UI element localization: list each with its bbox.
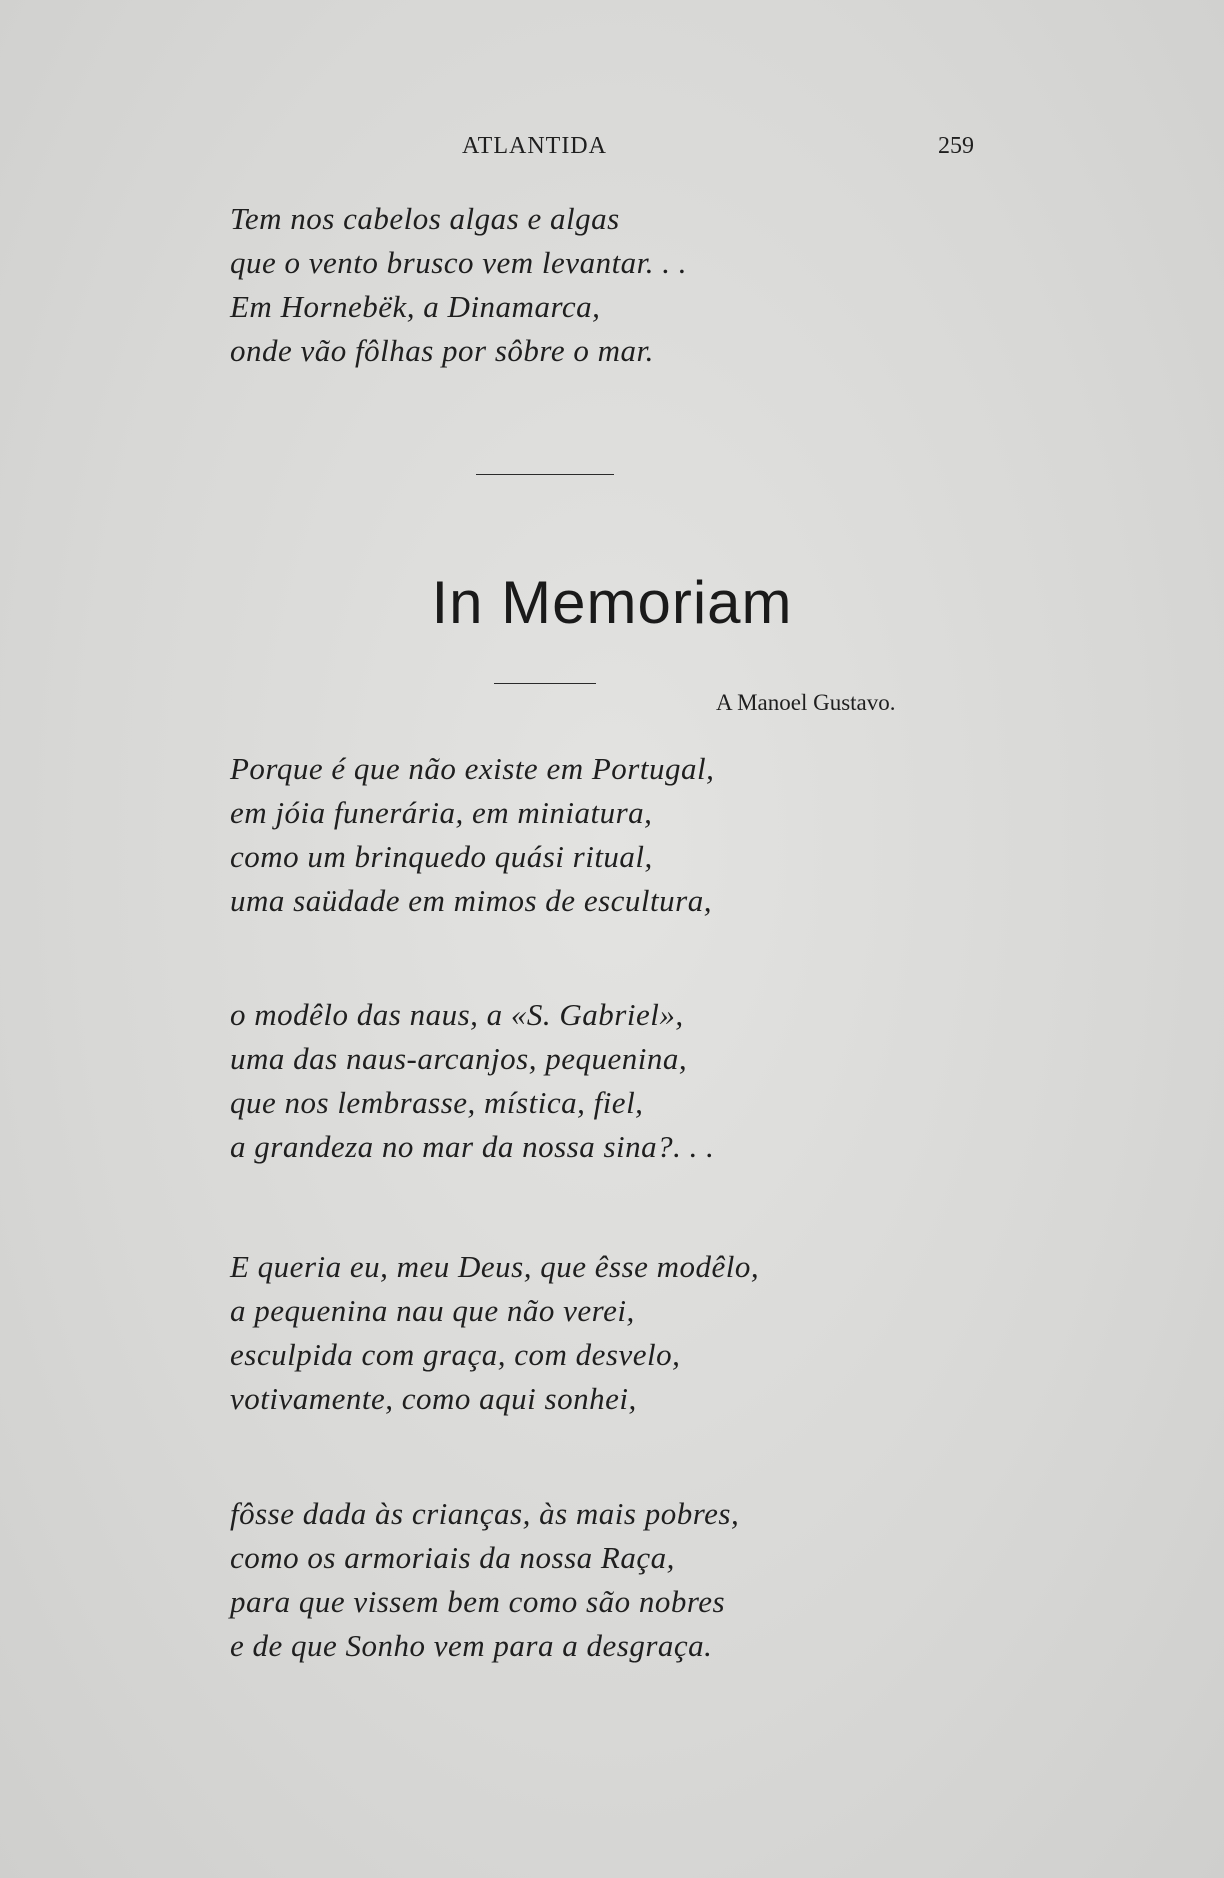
page-number: 259 [938, 133, 974, 159]
verse-line: que o vento brusco vem levantar. . . [230, 245, 688, 280]
verse-line: a pequenina nau que não verei, [230, 1293, 635, 1328]
running-head-title: ATLANTIDA [462, 133, 607, 159]
verse-line: para que vissem bem como são nobres [230, 1584, 726, 1619]
verse-line: Em Hornebëk, a Dinamarca, [230, 289, 601, 324]
verse-line: uma das naus-arcanjos, pequenina, [230, 1041, 688, 1076]
poem-stanza-1 [230, 747, 714, 923]
verse-line: fôsse dada às crianças, às mais pobres, [230, 1496, 740, 1531]
verse-line: Porque é que não existe em Portugal, [230, 751, 715, 786]
running-head [0, 133, 1224, 165]
verse-line: em jóia funerária, em miniatura, [230, 795, 653, 830]
poem-stanza-4 [230, 1492, 739, 1668]
poem-stanza-3 [230, 1245, 759, 1421]
verse-line: E queria eu, meu Deus, que êsse modêlo, [230, 1249, 760, 1284]
verse-line: e de que Sonho vem para a desgraça. [230, 1628, 713, 1663]
verse-line: o modêlo das naus, a «S. Gabriel», [230, 997, 684, 1032]
verse-line: uma saüdade em mimos de escultura, [230, 883, 712, 918]
verse-line: a grandeza no mar da nossa sina?. . . [230, 1129, 715, 1164]
verse-line: onde vão fôlhas por sôbre o mar. [230, 333, 654, 368]
section-divider [476, 474, 614, 475]
verse-line: Tem nos cabelos algas e algas [230, 201, 620, 236]
poem-dedication: A Manoel Gustavo. [716, 690, 896, 715]
poem-title: In Memoriam [431, 569, 793, 636]
verse-line: esculpida com graça, com desvelo, [230, 1337, 681, 1372]
title-underline [494, 683, 596, 684]
verse-line: que nos lembrasse, mística, fiel, [230, 1085, 644, 1120]
verse-line: como os armoriais da nossa Raça, [230, 1540, 675, 1575]
intro-stanza [230, 197, 687, 373]
poem-stanza-2 [230, 993, 714, 1169]
verse-line: votivamente, como aqui sonhei, [230, 1381, 637, 1416]
verse-line: como um brinquedo quási ritual, [230, 839, 653, 874]
